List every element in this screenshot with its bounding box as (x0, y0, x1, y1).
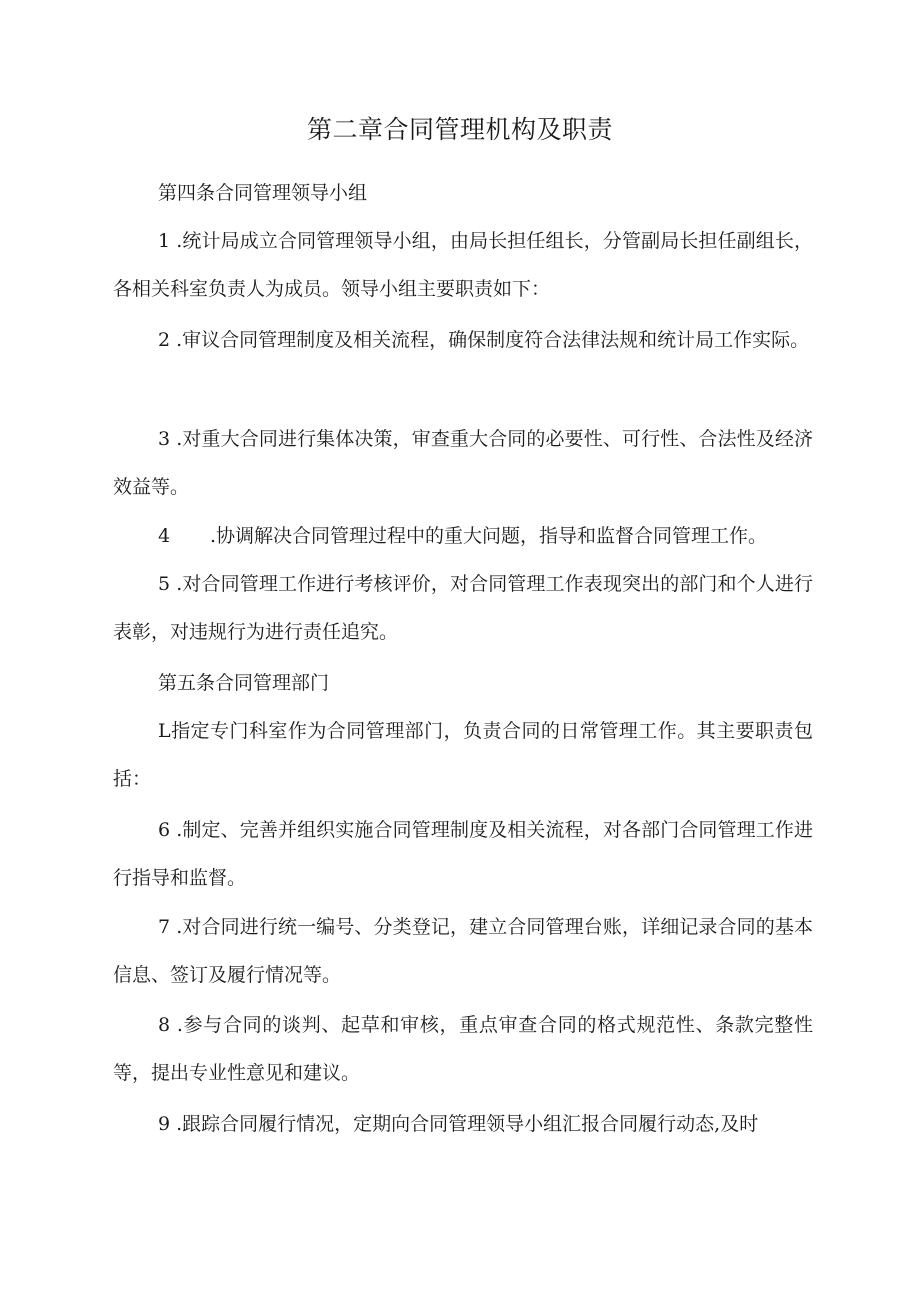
item-number: 9 (158, 1113, 171, 1135)
paragraph (113, 560, 813, 656)
item-number: 7 (158, 916, 171, 938)
paragraph-text: L指定专门科室作为合同管理部门，负责合同的日常管理工作。其主要职责包括： (113, 720, 813, 790)
item-text: .对合同管理工作进行考核评价，对合同管理工作表现突出的部门和个人进行表彰，对违规行为进行责任追究。 (113, 573, 813, 643)
paragraph (113, 903, 813, 999)
list-item-8 (113, 1001, 813, 1097)
item-text: .参与合同的谈判、起草和审核，重点审查合同的格式规范性、条款完整性等，提出专业性意见和建议。 (113, 1014, 813, 1084)
list-item-3 (113, 415, 813, 511)
list-item-2 (113, 316, 813, 364)
item-number: 1 (158, 230, 171, 252)
item-number: 8 (158, 1014, 171, 1036)
paragraph (113, 217, 813, 313)
list-item-9 (113, 1100, 813, 1148)
list-item-7 (113, 903, 813, 999)
item-number: 4 (158, 525, 171, 547)
item-text: .跟踪合同履行情况，定期向合同管理领导小组汇报合同履行动态,及时 (170, 1113, 759, 1135)
item-number: 5 (158, 573, 171, 595)
paragraph (113, 1001, 813, 1097)
list-item-1 (113, 217, 813, 313)
paragraph (113, 806, 813, 902)
section-heading-article-4 (113, 169, 813, 217)
item-text: .协调解决合同管理过程中的重大问题，指导和监督合同管理工作。 (210, 525, 768, 547)
section-heading-article-5 (113, 659, 813, 707)
item-text: .审议合同管理制度及相关流程，确保制度符合法律法规和统计局工作实际。 (170, 329, 810, 351)
item-number: 3 (158, 428, 171, 450)
item-text: .制定、完善并组织实施合同管理制度及相关流程，对各部门合同管理工作进行指导和监督。 (113, 819, 813, 889)
item-text: .对合同进行统一编号、分类登记，建立合同管理台账，详细记录合同的基本信息、签订及履行情况等。 (113, 916, 813, 986)
paragraph (113, 415, 813, 511)
page-title: 第二章合同管理机构及职责 (306, 115, 613, 144)
paragraph (113, 316, 813, 364)
item-text: .统计局成立合同管理领导小组，由局长担任组长，分管副局长担任副组长，各相关科室负责人为成员。领导小组主要职责如下： (113, 230, 813, 300)
item-number: 6 (158, 819, 171, 841)
item-number: 2 (158, 329, 171, 351)
list-item-6 (113, 806, 813, 902)
item-text: .对重大合同进行集体决策，审查重大合同的必要性、可行性、合法性及经济效益等。 (113, 428, 813, 498)
paragraph (113, 512, 813, 560)
paragraph (113, 1100, 813, 1148)
list-item-5 (113, 560, 813, 656)
paragraph-text: 第四条合同管理领导小组 (158, 182, 368, 204)
paragraph-text: 第五条合同管理部门 (158, 672, 330, 694)
list-item-4 (113, 512, 813, 560)
paragraph-intro (113, 707, 813, 803)
